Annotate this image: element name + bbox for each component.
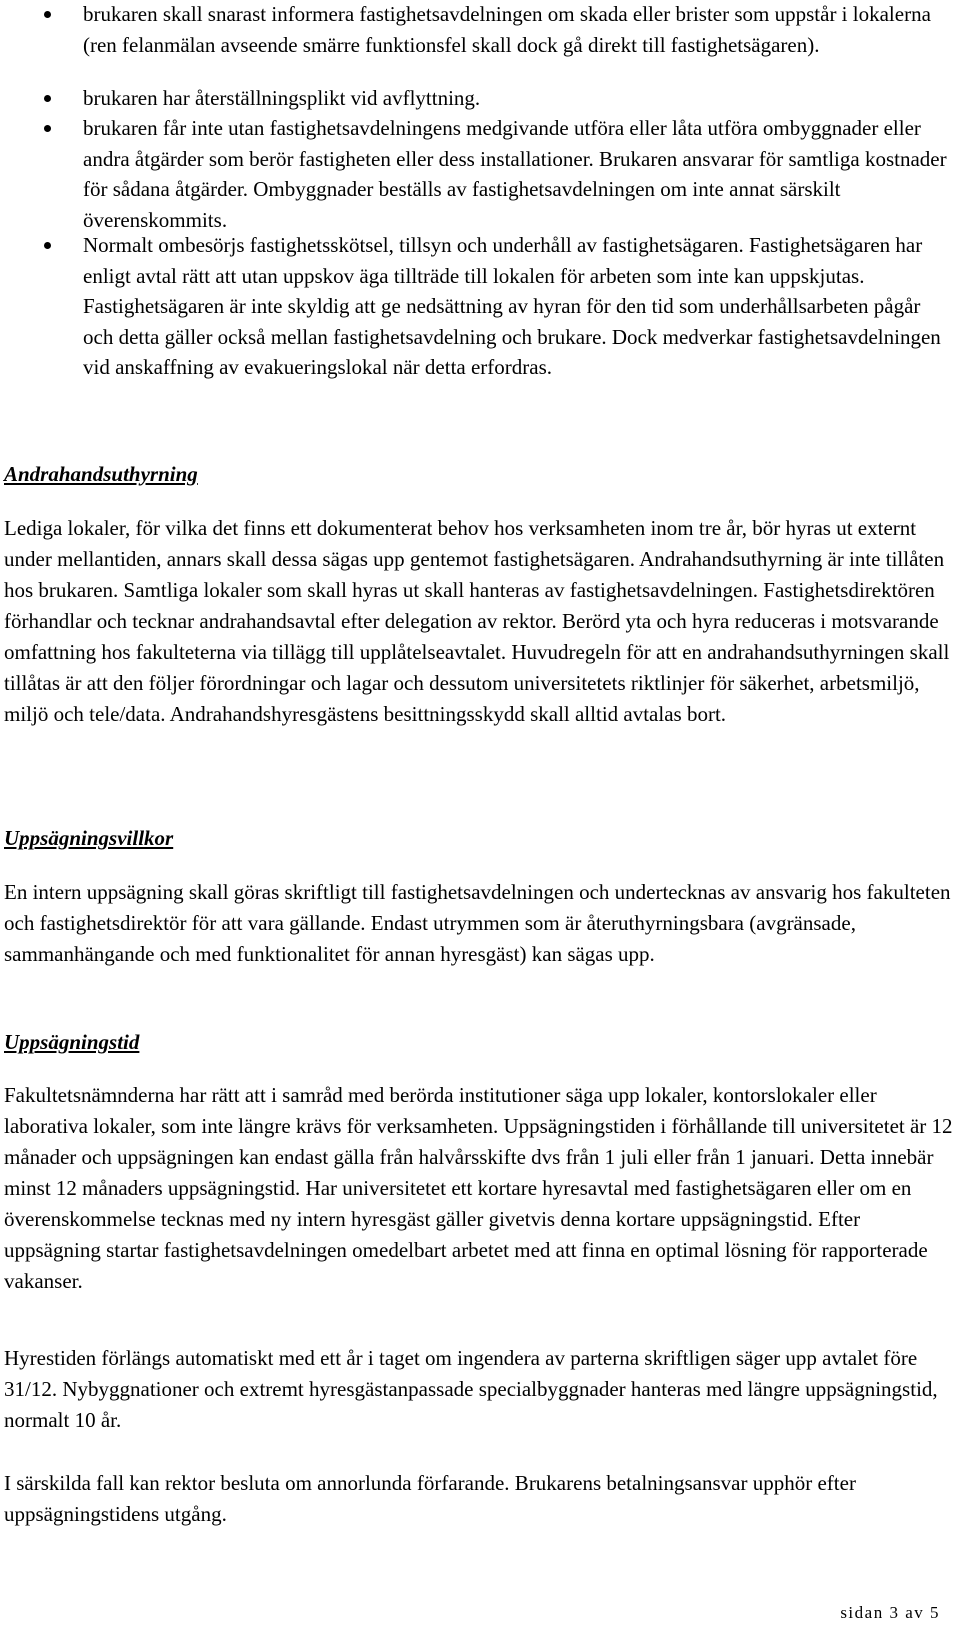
bullet-text: brukaren får inte utan fastighetsavdelningens medgivande utföra eller låta utföra ombyggnader eller andra åtgärder som berör fastigheten eller dess installationer. Brukaren ansvarar för samtliga kostnader för sådana åtgärder. Ombyggnader beställs av fastighetsavdelningen om inte annat särskilt överenskommits. [83,116,947,232]
bullet-text: Normalt ombesörjs fastighetsskötsel, tillsyn och underhåll av fastighetsägaren. Fastighetsägaren har enligt avtal rätt att utan uppskov äga tillträde till lokalen för arbeten som inte kan uppskjutas. Fastighetsägaren är inte skyldig att ge nedsättning av hyran för den tid som underhållsarbeten pågår och detta gäller också mellan fastighetsavdelning och brukare. Dock medverkar fastighetsavdelningen vid anskaffning av evakueringslokal när detta erfordras. [83,233,941,379]
bullet-icon [44,95,51,102]
heading-andrahandsuthyrning: Andrahandsuthyrning [4,462,198,486]
paragraph-uppsagningstid-2: Hyrestiden förlängs automatiskt med ett år i taget om ingendera av parterna skriftligen säger upp avtalet före 31/12. Nybyggnationer och extremt hyresgästanpassade specialbyggnader hanteras med längre uppsägningstid, normalt 10 år. [4,1346,938,1432]
paragraph-uppsagningstid-1: Fakultetsnämnderna har rätt att i samråd med berörda institutioner säga upp lokaler, kontorslokaler eller laborativa lokaler, som inte längre krävs för verksamheten. Uppsägningstiden i förhållande till universitetet är 12 månader och uppsägningen kan endast gälla från halvårsskifte dvs från 1 juli eller från 1 januari. Detta innebär minst 12 månaders uppsägningstid. Har universitetet ett kortare hyresavtal med fastighetsägaren eller om en överenskommelse tecknas med ny intern hyresgäst gäller givetvis denna kortare uppsägningstid. Efter uppsägning startar fastighetsavdelningen omedelbart arbetet med att finna en optimal lösning för rapporterade vakanser. [4,1083,953,1293]
bullet-list-item [0,113,960,235]
heading-uppsagningsvillkor: Uppsägningsvillkor [4,826,174,850]
bullet-icon [44,11,51,18]
heading-uppsagningstid: Uppsägningstid [4,1030,140,1054]
page-number: sidan 3 av 5 [840,1603,940,1622]
bullet-icon [44,242,51,249]
bullet-icon [44,125,51,132]
bullet-text: brukaren har återställningsplikt vid avflyttning. [83,86,481,110]
bullet-list-item [0,0,960,60]
bullet-list-item [0,83,960,114]
paragraph-andrahandsuthyrning: Lediga lokaler, för vilka det finns ett dokumenterat behov hos verksamheten inom tre år, bör hyras ut externt under mellantiden, annars skall dessa sägas upp gentemot fastighetsägaren. Andrahandsuthyrning är inte tillåten hos brukaren. Samtliga lokaler som skall hyras ut skall hanteras av fastighetsavdelningen. Fastighetsdirektören förhandlar och tecknar andrahandsavtal efter delegation av rektor. Berörd yta och hyra reduceras i motsvarande omfattning hos fakulteterna via tillägg till upplåtelseavtalet. Huvudregeln för att en andrahandsuthyrningen skall tillåtas är att den följer förordningar och lagar och dessutom universitetets riktlinjer för säkerhet, arbetsmiljö, miljö och tele/data. Andrahandshyresgästens besittningsskydd skall alltid avtalas bort. [4,516,950,726]
paragraph-uppsagningsvillkor: En intern uppsägning skall göras skriftligt till fastighetsavdelningen och undertecknas av ansvarig hos fakulteten och fastighetsdirektör för att vara gällande. Endast utrymmen som är återuthyrningsbara (avgränsade, sammanhängande och med funktionalitet för annan hyresgäst) kan sägas upp. [4,880,951,966]
bullet-list-item [0,230,960,383]
paragraph-uppsagningstid-3: I särskilda fall kan rektor besluta om annorlunda förfarande. Brukarens betalningsansvar upphör efter uppsägningstidens utgång. [4,1471,856,1526]
bullet-text: brukaren skall snarast informera fastighetsavdelningen om skada eller brister som uppstår i lokalerna (ren felanmälan avseende smärre funktionsfel skall dock gå direkt till fastighetsägaren). [83,2,931,57]
